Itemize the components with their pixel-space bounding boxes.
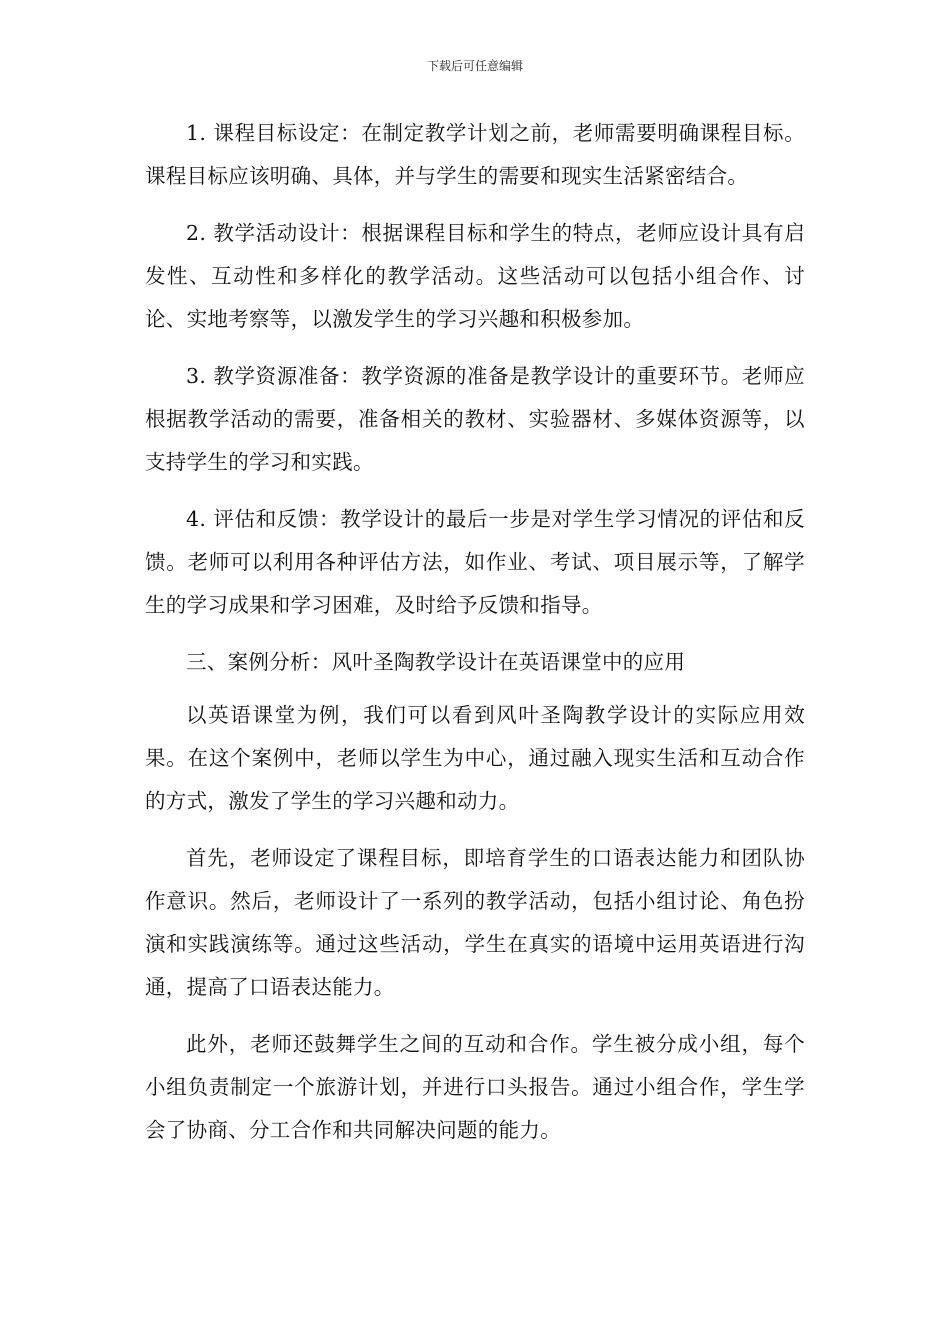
paragraph-case-intro: 以英语课堂为例，我们可以看到风叶圣陶教学设计的实际应用效果。在这个案例中，老师以学生为中心，通过融入现实生活和互动合作的方式，激发了学生的学习兴趣和动力。 <box>145 703 805 813</box>
page-header: 下载后可任意编辑 <box>426 59 523 73</box>
paragraph-activity-design: 2. 教学活动设计：根据课程目标和学生的特点，老师应设计具有启发性、互动性和多样化的教学活动。这些活动可以包括小组合作、讨论、实地考察等，以激发学生的学习兴趣和积极参加。 <box>145 221 805 331</box>
paragraph-first-step: 首先，老师设定了课程目标，即培育学生的口语表达能力和团队协作意识。然后，老师设计了一系列的教学活动，包括小组讨论、角色扮演和实践演练等。通过这些活动，学生在真实的语境中运用英语进行沟通，提高了口语表达能力。 <box>145 846 805 999</box>
document-body <box>145 112 805 1166</box>
paragraph-evaluation: 4. 评估和反馈：教学设计的最后一步是对学生学习情况的评估和反馈。老师可以利用各种评估方法，如作业、考试、项目展示等，了解学生的学习成果和学习困难，及时给予反馈和指导。 <box>145 507 805 617</box>
section-heading-case-analysis: 三、案例分析：风叶圣陶教学设计在英语课堂中的应用 <box>186 650 686 674</box>
paragraph-cooperation: 此外，老师还鼓舞学生之间的互动和合作。学生被分成小组，每个小组负责制定一个旅游计划，并进行口头报告。通过小组合作，学生学会了协商、分工合作和共同解决问题的能力。 <box>145 1032 805 1142</box>
paragraph-resource-prep: 3. 教学资源准备：教学资源的准备是教学设计的重要环节。老师应根据教学活动的需要，准备相关的教材、实验器材、多媒体资源等，以支持学生的学习和实践。 <box>145 364 805 474</box>
paragraph-course-goal: 1. 课程目标设定：在制定教学计划之前，老师需要明确课程目标。课程目标应该明确、具体，并与学生的需要和现实生活紧密结合。 <box>145 121 805 188</box>
